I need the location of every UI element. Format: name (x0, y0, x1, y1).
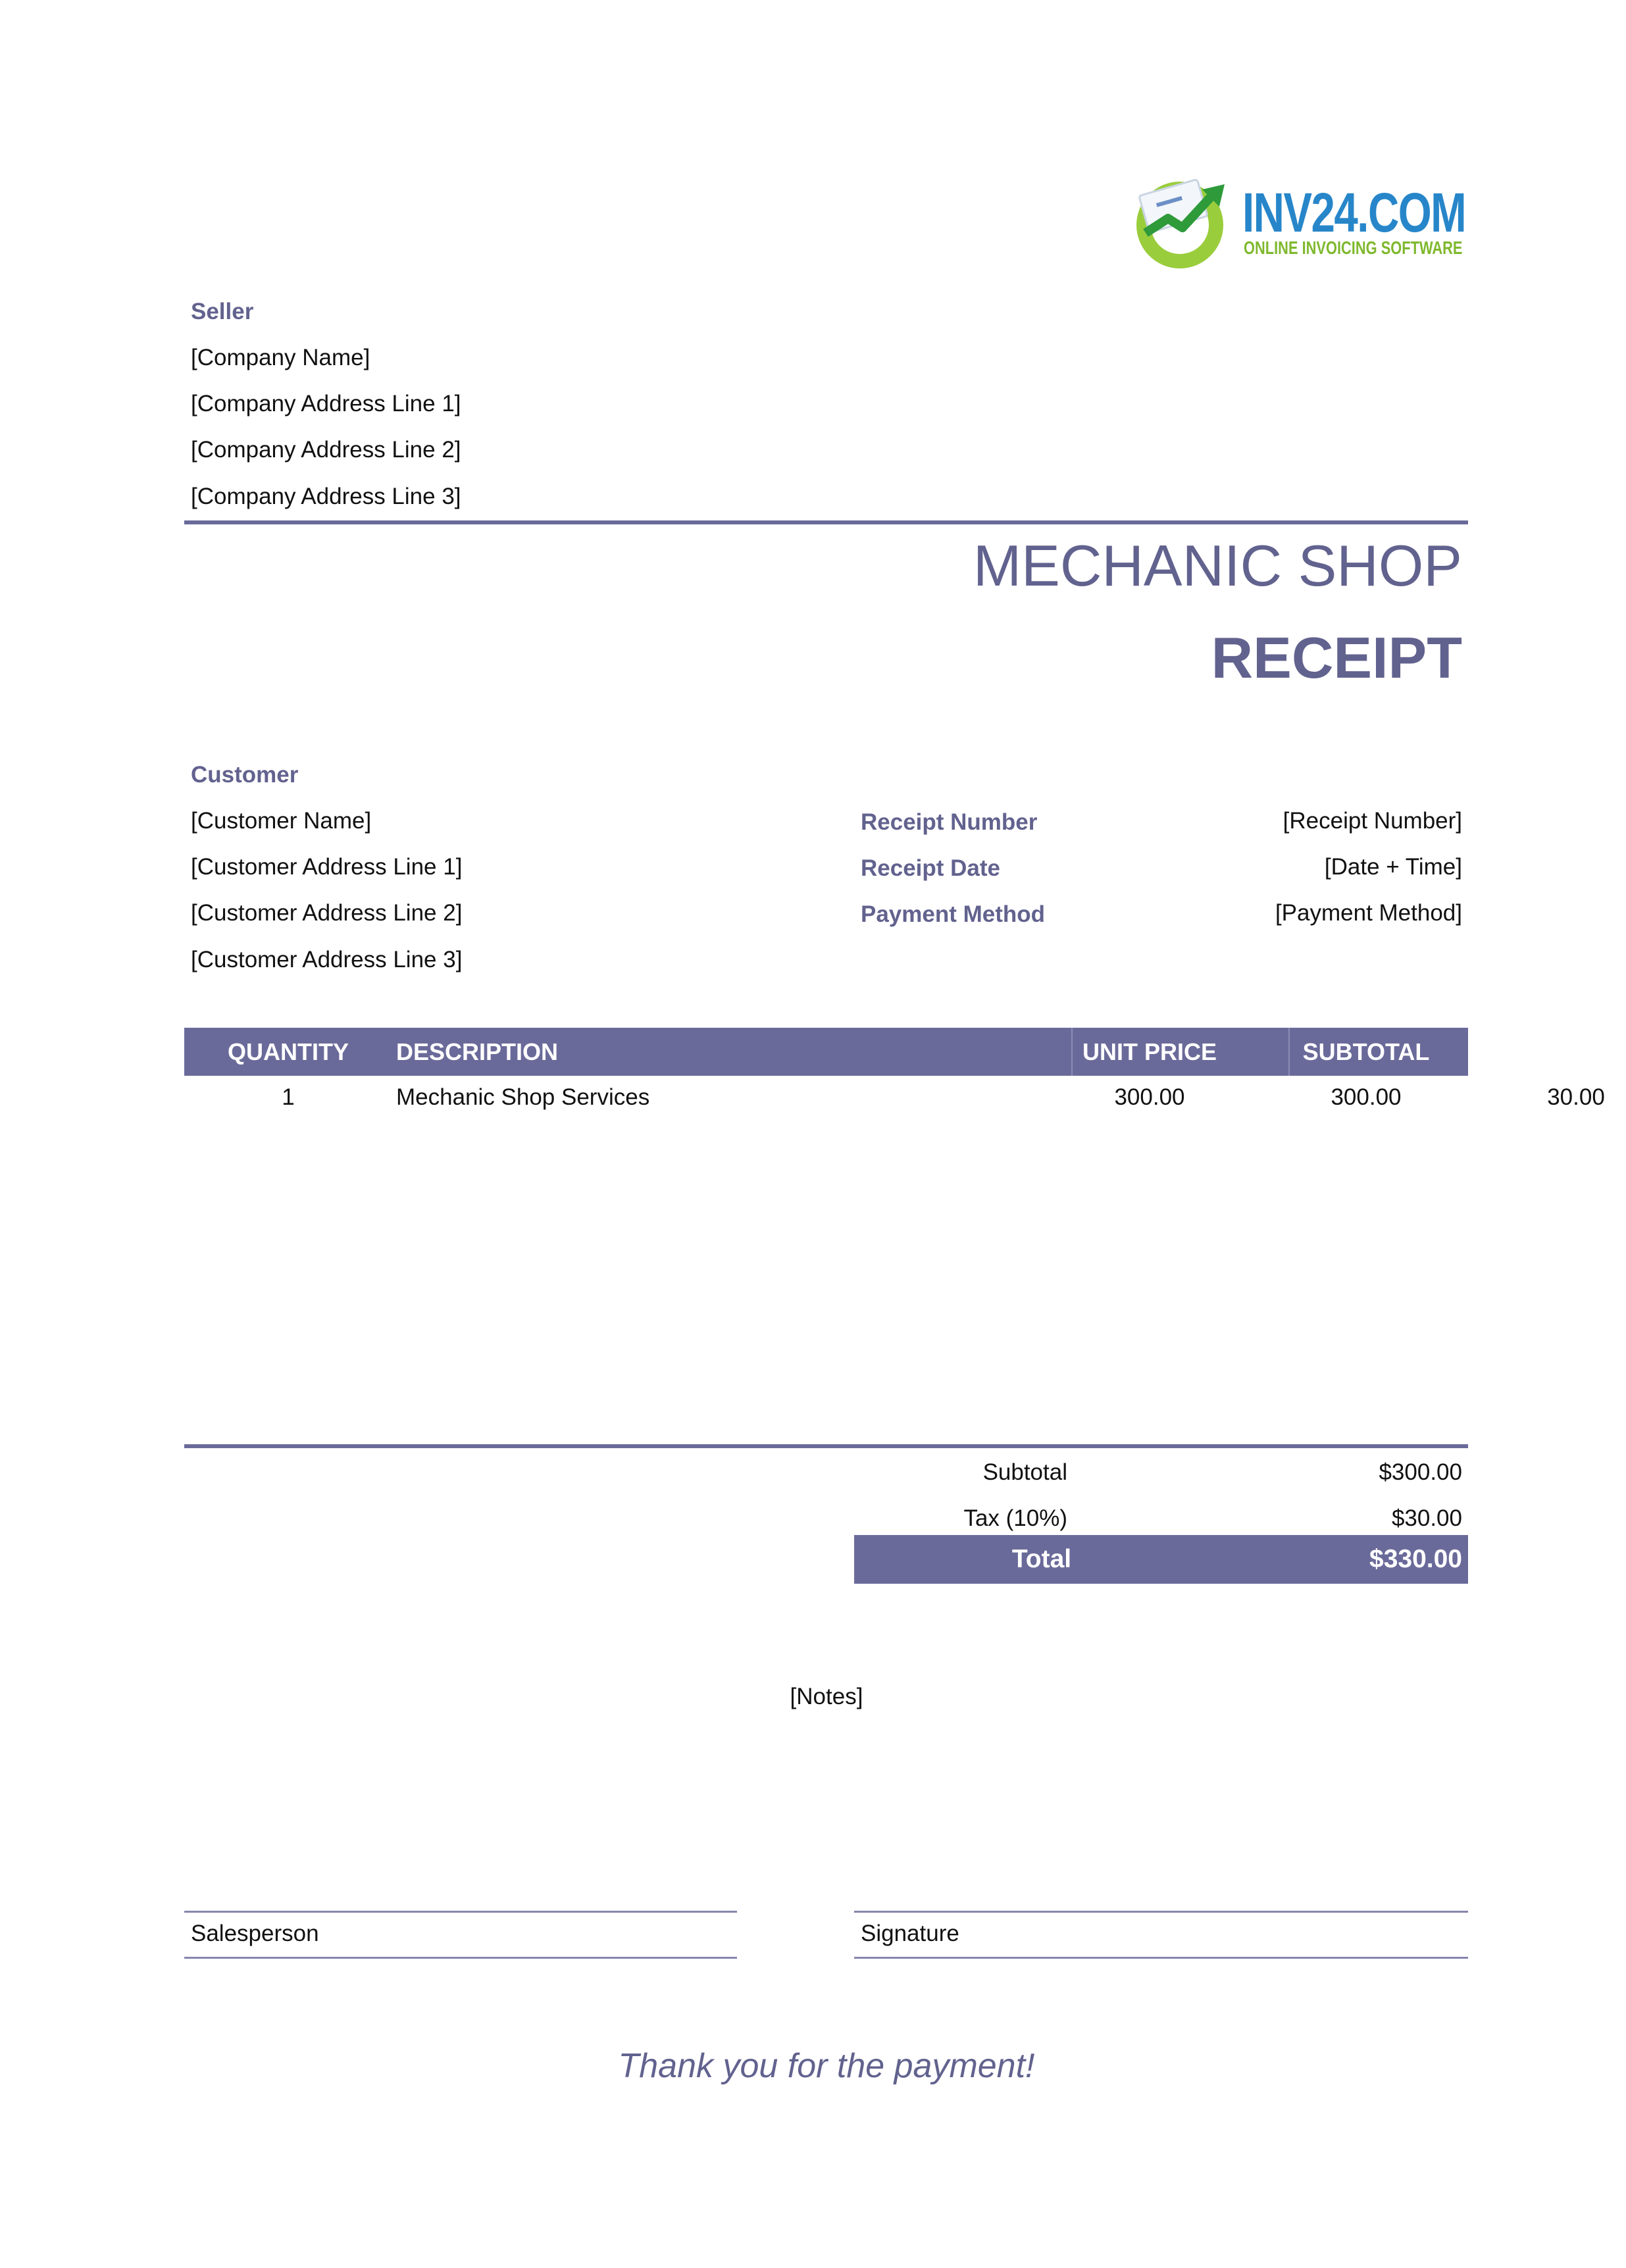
tax-label: Tax (10%) (963, 1505, 1067, 1531)
header-quantity: QUANTITY (228, 1038, 349, 1065)
customer-address-line-3: [Customer Address Line 3] (191, 947, 463, 972)
document-subtitle: RECEIPT (1211, 625, 1462, 690)
signature-top-line (854, 1911, 1468, 1913)
salesperson-top-line (184, 1911, 737, 1913)
seller-address-line-1: [Company Address Line 1] (191, 391, 461, 416)
customer-label: Customer (191, 762, 299, 788)
customer-address-line-2: [Customer Address Line 2] (191, 900, 463, 926)
total-value: $330.00 (1369, 1545, 1462, 1573)
seller-company-name: [Company Name] (191, 345, 370, 370)
row-subtotal: 300.00 (1331, 1084, 1402, 1110)
subtotal-value: $300.00 (1379, 1459, 1462, 1485)
customer-name: [Customer Name] (191, 808, 372, 834)
logo-chart-icon (1129, 172, 1247, 271)
header-subtotal: SUBTOTAL (1302, 1038, 1430, 1065)
document-title: MECHANIC SHOP (973, 533, 1462, 598)
receipt-number-label: Receipt Number (861, 809, 1038, 835)
row-description: Mechanic Shop Services (396, 1084, 650, 1110)
row-quantity: 1 (282, 1084, 295, 1110)
receipt-date-label: Receipt Date (861, 855, 1001, 881)
header-separator (1071, 1028, 1073, 1076)
receipt-number-value: [Receipt Number] (1283, 808, 1462, 834)
total-bar (854, 1535, 1468, 1584)
notes: [Notes] (790, 1684, 863, 1709)
table-bottom-divider (184, 1444, 1468, 1448)
payment-method-label: Payment Method (861, 901, 1046, 927)
row-tax: 30.00 (1547, 1084, 1605, 1110)
header-divider (184, 520, 1468, 524)
header-tax: TAX (1553, 1038, 1599, 1065)
header-description: DESCRIPTION (396, 1038, 559, 1065)
seller-address-line-3: [Company Address Line 3] (191, 484, 461, 509)
tax-value: $30.00 (1391, 1505, 1462, 1531)
logo-tagline: ONLINE INVOICING SOFTWARE (1244, 238, 1463, 258)
subtotal-label: Subtotal (982, 1459, 1067, 1485)
row-unit-price: 300.00 (1114, 1084, 1185, 1110)
customer-address-line-1: [Customer Address Line 1] (191, 854, 463, 880)
seller-label: Seller (191, 299, 254, 324)
items-table-header (184, 1028, 1599, 1076)
thank-you-message: Thank you for the payment! (618, 2047, 1035, 2085)
receipt-date-value: [Date + Time] (1324, 854, 1462, 880)
signature-bottom-line (854, 1957, 1468, 1959)
table-row (184, 1083, 1605, 1116)
header-unit-price: UNIT PRICE (1082, 1038, 1217, 1065)
seller-address-line-2: [Company Address Line 2] (191, 437, 461, 463)
salesperson-label: Salesperson (191, 1921, 319, 1946)
salesperson-bottom-line (184, 1957, 737, 1959)
total-label: Total (1011, 1545, 1072, 1573)
logo-wordmark: INV24.COM (1242, 182, 1466, 243)
signature-label: Signature (861, 1921, 959, 1946)
payment-method-value: [Payment Method] (1275, 900, 1462, 926)
